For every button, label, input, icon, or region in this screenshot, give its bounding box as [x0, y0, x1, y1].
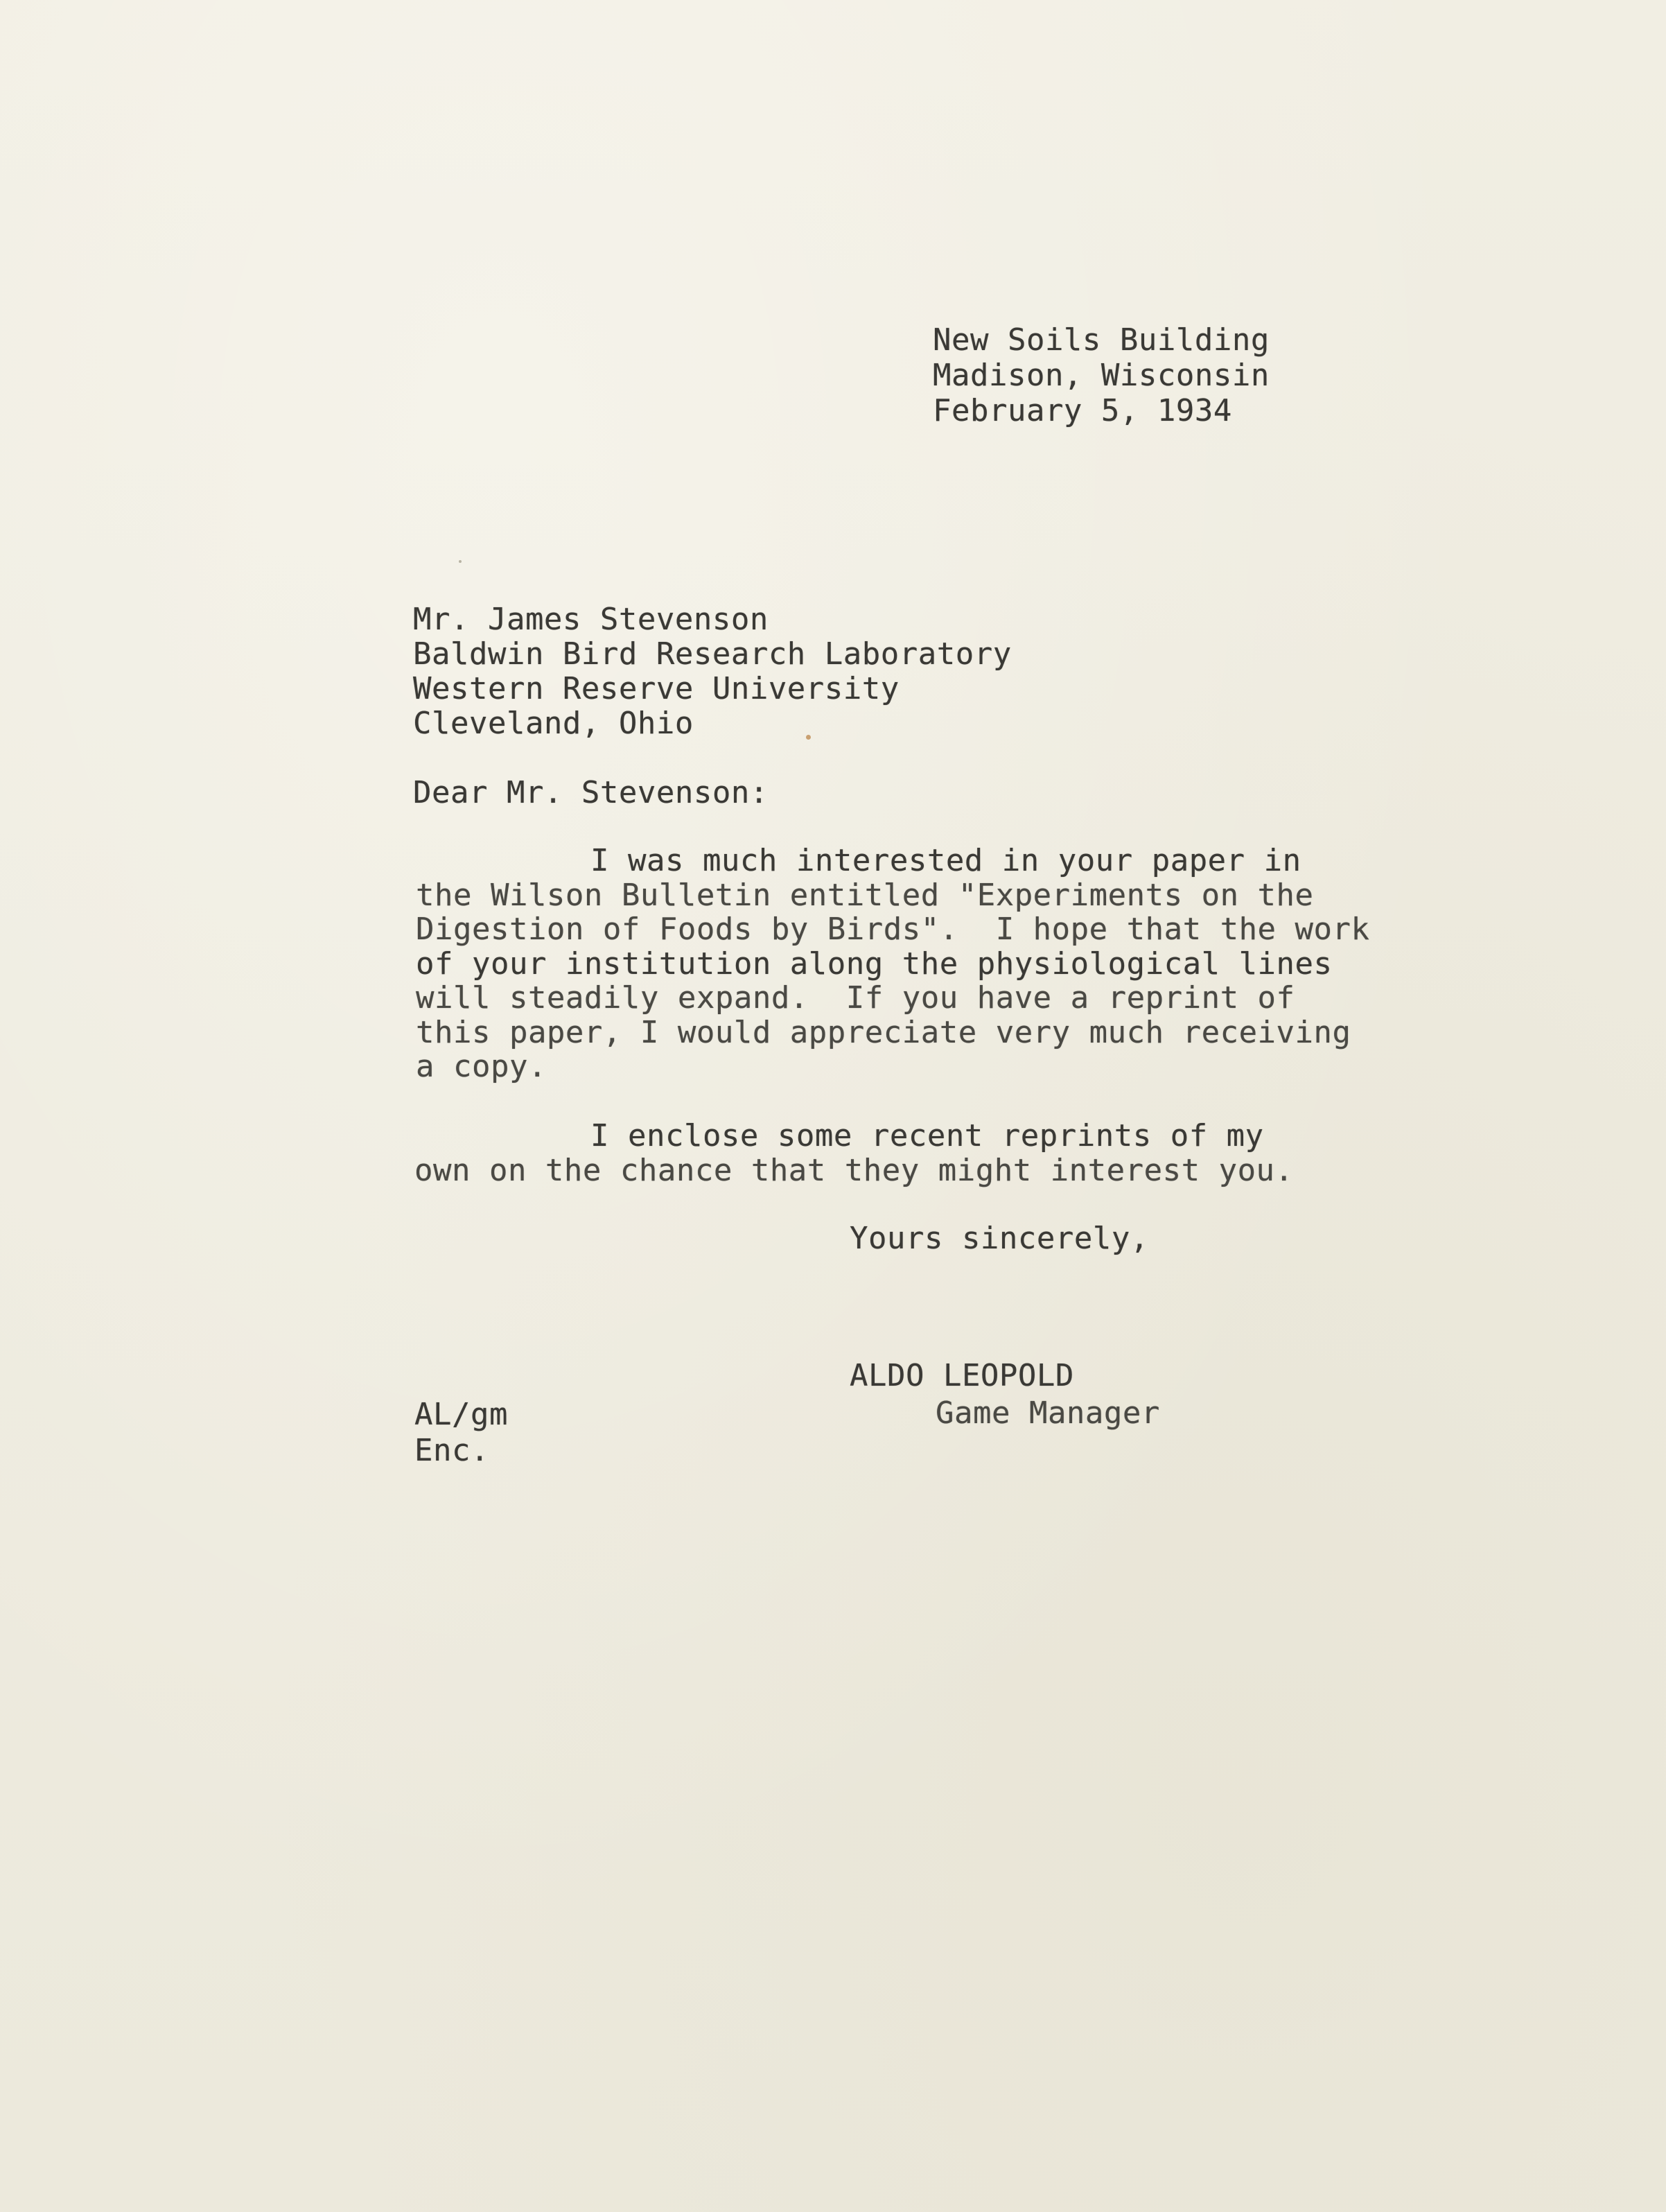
recipient-university: Western Reserve University	[413, 671, 900, 706]
salutation: Dear Mr. Stevenson:	[413, 775, 769, 810]
paragraph-line: I enclose some recent reprints of my	[590, 1118, 1264, 1153]
signature-name: ALDO LEOPOLD	[850, 1358, 1074, 1393]
paragraph-line: Digestion of Foods by Birds". I hope that the work	[416, 912, 1370, 947]
recipient-name: Mr. James Stevenson	[413, 602, 769, 637]
paper-speck	[806, 735, 811, 740]
signature-title: Game Manager	[936, 1395, 1160, 1431]
enclosure-note: Enc.	[414, 1433, 489, 1468]
recipient-city: Cleveland, Ohio	[413, 706, 694, 741]
reference-initials: AL/gm	[414, 1397, 508, 1432]
paragraph-line: of your institution along the physiological lines	[416, 946, 1333, 982]
paragraph-line: this paper, I would appreciate very much receiving	[416, 1015, 1351, 1050]
closing: Yours sincerely,	[850, 1221, 1149, 1256]
paragraph-line: will steadily expand. If you have a reprint of	[416, 980, 1295, 1016]
address-line-1: New Soils Building	[933, 322, 1270, 358]
paragraph-line: I was much interested in your paper in	[590, 843, 1301, 878]
letter-date: February 5, 1934	[933, 393, 1232, 428]
address-line-2: Madison, Wisconsin	[933, 358, 1270, 393]
paper-speck	[459, 560, 462, 563]
recipient-organization: Baldwin Bird Research Laboratory	[413, 636, 1012, 672]
paragraph-line: the Wilson Bulletin entitled "Experiments on the	[416, 878, 1314, 913]
paragraph-line: a copy.	[416, 1049, 547, 1084]
paragraph-line: own on the chance that they might interest you.	[414, 1153, 1294, 1188]
